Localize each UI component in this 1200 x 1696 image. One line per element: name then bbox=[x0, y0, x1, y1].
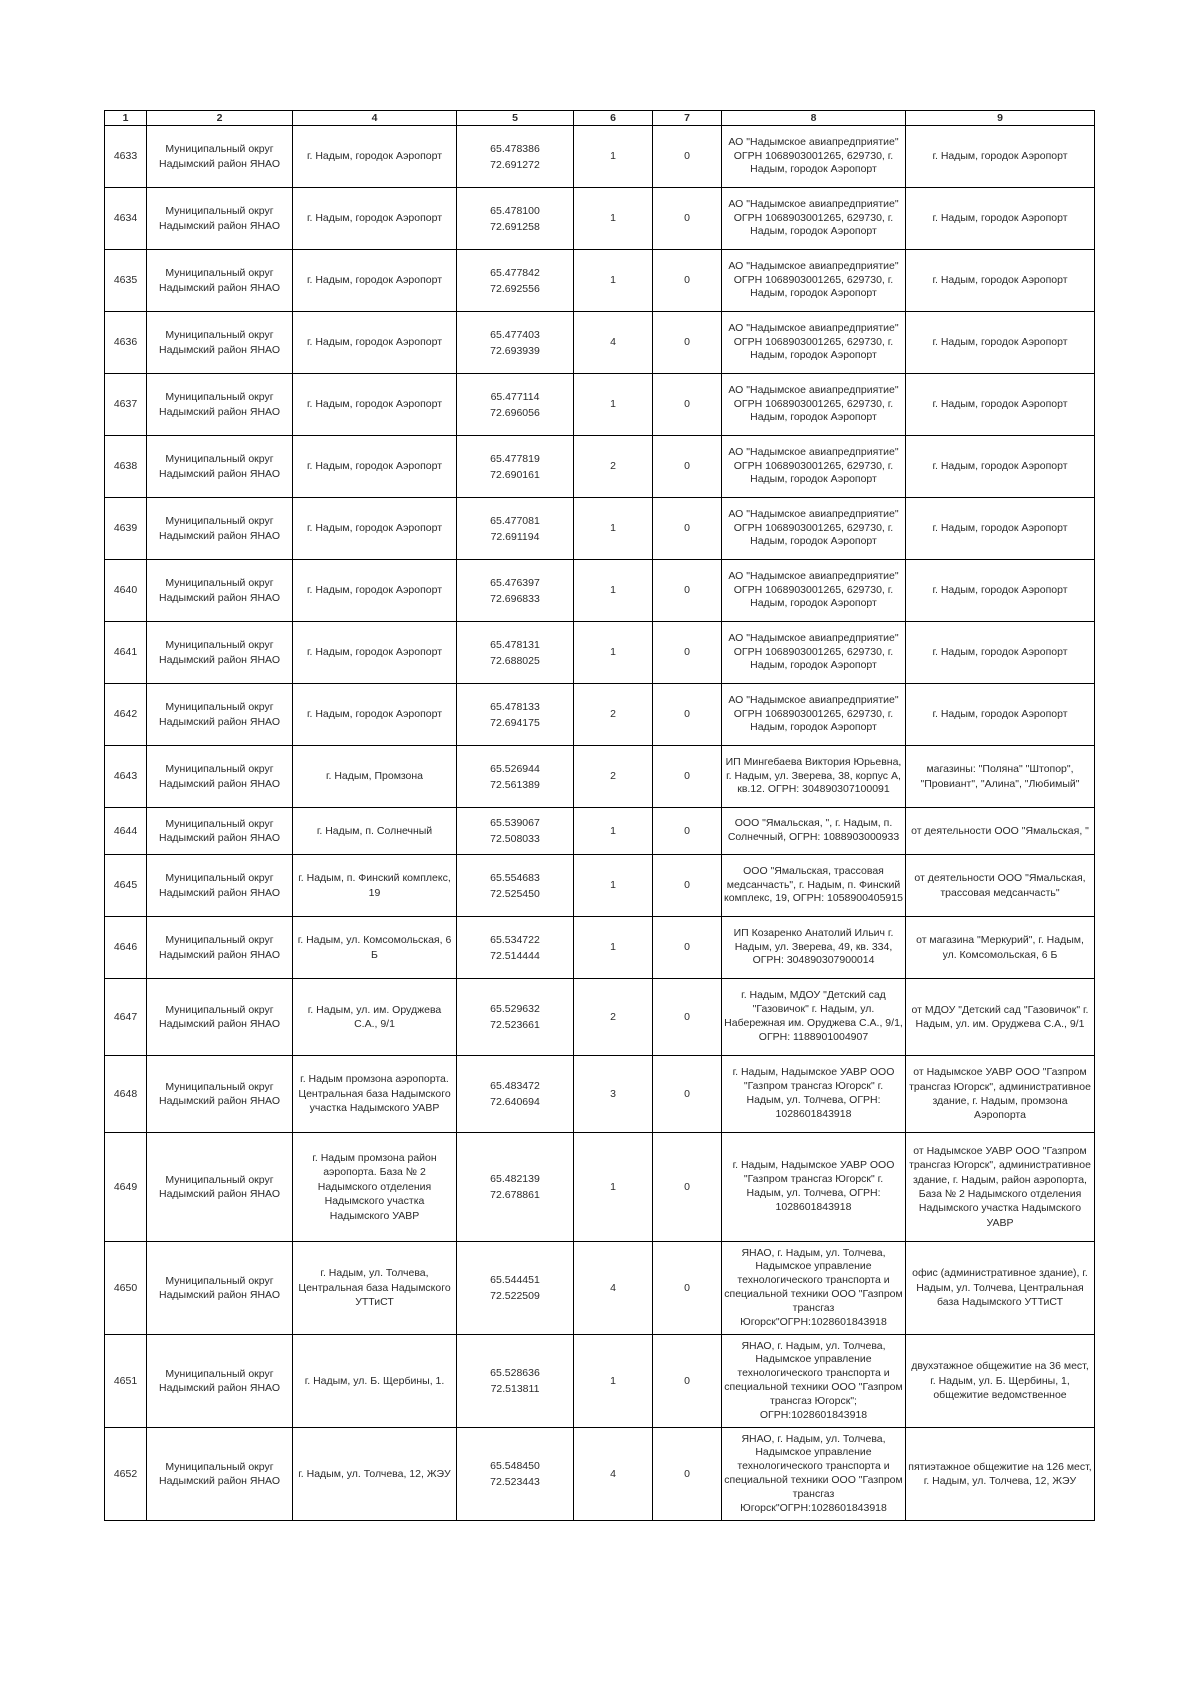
latitude-value: 65.476397 bbox=[490, 576, 540, 589]
cell-coordinates bbox=[457, 436, 574, 498]
cell-number: 4638 bbox=[105, 436, 147, 498]
cell-col7: 0 bbox=[653, 746, 722, 808]
longitude-value: 72.640694 bbox=[490, 1096, 540, 1108]
cell-coordinates bbox=[457, 622, 574, 684]
cell-col7: 0 bbox=[653, 622, 722, 684]
table-body bbox=[105, 126, 1095, 1521]
cell-col7: 0 bbox=[653, 436, 722, 498]
cell-owner: г. Надым, МДОУ "Детский сад "Газовичок" г. Надым, ул. Набережная им. Оруджева С.А., 9/1, ОГРН: 1188901004907 bbox=[722, 979, 906, 1056]
cell-source: от деятельности ООО "Ямальская, " bbox=[906, 808, 1095, 855]
column-header-2: 2 bbox=[147, 111, 293, 126]
cell-col6: 2 bbox=[574, 979, 653, 1056]
cell-col7: 0 bbox=[653, 188, 722, 250]
cell-source: магазины: "Поляна" "Штопор", "Провиант", "Алина", "Любимый" bbox=[906, 746, 1095, 808]
cell-location: г. Надым, городок Аэропорт bbox=[293, 560, 457, 622]
table-row bbox=[105, 560, 1095, 622]
cell-district: Муниципальный округ Надымский район ЯНАО bbox=[147, 746, 293, 808]
cell-location: г. Надым, п. Финский комплекс, 19 bbox=[293, 855, 457, 917]
cell-coordinates bbox=[457, 1242, 574, 1335]
cell-owner: ИП Мингебаева Виктория Юрьевна, г. Надым, ул. Зверева, 38, корпус А, кв.12. ОГРН: 304890307100091 bbox=[722, 746, 906, 808]
cell-location: г. Надым, городок Аэропорт bbox=[293, 684, 457, 746]
table-row bbox=[105, 855, 1095, 917]
cell-col7: 0 bbox=[653, 1335, 722, 1428]
cell-number: 4636 bbox=[105, 312, 147, 374]
cell-col6: 1 bbox=[574, 1133, 653, 1242]
cell-source: г. Надым, городок Аэропорт bbox=[906, 374, 1095, 436]
cell-col6: 4 bbox=[574, 312, 653, 374]
cell-col7: 0 bbox=[653, 917, 722, 979]
cell-owner: ООО "Ямальская, ", г. Надым, п. Солнечный, ОГРН: 1088903000933 bbox=[722, 808, 906, 855]
cell-coordinates bbox=[457, 979, 574, 1056]
registry-table bbox=[104, 110, 1095, 1521]
cell-location: г. Надым, городок Аэропорт bbox=[293, 622, 457, 684]
cell-source: г. Надым, городок Аэропорт bbox=[906, 684, 1095, 746]
column-header-6: 6 bbox=[574, 111, 653, 126]
cell-number: 4649 bbox=[105, 1133, 147, 1242]
cell-owner: АО "Надымское авиапредприятие" ОГРН 1068903001265, 629730, г. Надым, городок Аэропорт bbox=[722, 250, 906, 312]
table-row bbox=[105, 498, 1095, 560]
cell-coordinates bbox=[457, 250, 574, 312]
cell-coordinates bbox=[457, 188, 574, 250]
table-row bbox=[105, 684, 1095, 746]
cell-coordinates bbox=[457, 917, 574, 979]
cell-number: 4647 bbox=[105, 979, 147, 1056]
longitude-value: 72.691272 bbox=[490, 158, 540, 171]
cell-number: 4639 bbox=[105, 498, 147, 560]
cell-location: г. Надым, городок Аэропорт bbox=[293, 436, 457, 498]
cell-owner: АО "Надымское авиапредприятие" ОГРН 1068903001265, 629730, г. Надым, городок Аэропорт bbox=[722, 374, 906, 436]
cell-number: 4645 bbox=[105, 855, 147, 917]
cell-number: 4644 bbox=[105, 808, 147, 855]
cell-col7: 0 bbox=[653, 1242, 722, 1335]
table-row bbox=[105, 1428, 1095, 1521]
longitude-value: 72.691194 bbox=[490, 530, 540, 543]
cell-number: 4643 bbox=[105, 746, 147, 808]
latitude-value: 65.482139 bbox=[490, 1173, 540, 1185]
latitude-value: 65.483472 bbox=[490, 1080, 540, 1092]
cell-number: 4642 bbox=[105, 684, 147, 746]
cell-col6: 1 bbox=[574, 917, 653, 979]
cell-number: 4637 bbox=[105, 374, 147, 436]
cell-source: пятиэтажное общежитие на 126 мест, г. Надым, ул. Толчева, 12, ЖЭУ bbox=[906, 1428, 1095, 1521]
cell-coordinates bbox=[457, 1133, 574, 1242]
cell-col6: 3 bbox=[574, 1056, 653, 1133]
cell-district: Муниципальный округ Надымский район ЯНАО bbox=[147, 250, 293, 312]
table-row bbox=[105, 746, 1095, 808]
cell-coordinates bbox=[457, 1335, 574, 1428]
cell-col7: 0 bbox=[653, 684, 722, 746]
cell-col7: 0 bbox=[653, 374, 722, 436]
cell-owner: АО "Надымское авиапредприятие" ОГРН 1068903001265, 629730, г. Надым, городок Аэропорт bbox=[722, 188, 906, 250]
latitude-value: 65.548450 bbox=[490, 1460, 540, 1472]
cell-col7: 0 bbox=[653, 126, 722, 188]
latitude-value: 65.539067 bbox=[490, 817, 540, 829]
longitude-value: 72.522509 bbox=[490, 1290, 540, 1302]
cell-location: г. Надым промзона аэропорта. Центральная база Надымского участка Надымского УАВР bbox=[293, 1056, 457, 1133]
cell-location: г. Надым промзона район аэропорта. База № 2 Надымского отделения Надымского участка Надымского УАВР bbox=[293, 1133, 457, 1242]
cell-col6: 2 bbox=[574, 684, 653, 746]
latitude-value: 65.477842 bbox=[490, 266, 540, 279]
cell-location: г. Надым, ул. им. Оруджева С.А., 9/1 bbox=[293, 979, 457, 1056]
cell-owner: АО "Надымское авиапредприятие" ОГРН 1068903001265, 629730, г. Надым, городок Аэропорт bbox=[722, 312, 906, 374]
cell-location: г. Надым, п. Солнечный bbox=[293, 808, 457, 855]
cell-coordinates bbox=[457, 374, 574, 436]
cell-source: г. Надым, городок Аэропорт bbox=[906, 250, 1095, 312]
cell-location: г. Надым, ул. Б. Щербины, 1. bbox=[293, 1335, 457, 1428]
cell-source: офис (административное здание), г. Надым, ул. Толчева, Центральная база Надымского УТТиСТ bbox=[906, 1242, 1095, 1335]
longitude-value: 72.525450 bbox=[490, 887, 540, 900]
cell-district: Муниципальный округ Надымский район ЯНАО bbox=[147, 917, 293, 979]
cell-col6: 1 bbox=[574, 560, 653, 622]
cell-number: 4633 bbox=[105, 126, 147, 188]
cell-source: г. Надым, городок Аэропорт bbox=[906, 436, 1095, 498]
cell-coordinates bbox=[457, 808, 574, 855]
cell-col6: 1 bbox=[574, 374, 653, 436]
cell-number: 4646 bbox=[105, 917, 147, 979]
cell-district: Муниципальный округ Надымский район ЯНАО bbox=[147, 1428, 293, 1521]
cell-coordinates bbox=[457, 560, 574, 622]
latitude-value: 65.478100 bbox=[490, 204, 540, 217]
latitude-value: 65.534722 bbox=[490, 933, 540, 946]
column-header-5: 5 bbox=[457, 111, 574, 126]
cell-col6: 1 bbox=[574, 808, 653, 855]
cell-col7: 0 bbox=[653, 560, 722, 622]
table-row bbox=[105, 1056, 1095, 1133]
latitude-value: 65.477081 bbox=[490, 514, 540, 527]
cell-owner: АО "Надымское авиапредприятие" ОГРН 1068903001265, 629730, г. Надым, городок Аэропорт bbox=[722, 622, 906, 684]
cell-col7: 0 bbox=[653, 979, 722, 1056]
cell-coordinates bbox=[457, 684, 574, 746]
cell-col7: 0 bbox=[653, 808, 722, 855]
latitude-value: 65.528636 bbox=[490, 1367, 540, 1379]
latitude-value: 65.526944 bbox=[490, 762, 540, 775]
cell-number: 4650 bbox=[105, 1242, 147, 1335]
cell-col6: 4 bbox=[574, 1428, 653, 1521]
cell-number: 4635 bbox=[105, 250, 147, 312]
cell-owner: АО "Надымское авиапредприятие" ОГРН 1068903001265, 629730, г. Надым, городок Аэропорт bbox=[722, 498, 906, 560]
cell-coordinates bbox=[457, 1056, 574, 1133]
longitude-value: 72.692556 bbox=[490, 282, 540, 295]
cell-owner: ИП Козаренко Анатолий Ильич г. Надым, ул. Зверева, 49, кв. 334, ОГРН: 304890307900014 bbox=[722, 917, 906, 979]
latitude-value: 65.478131 bbox=[490, 638, 540, 651]
cell-number: 4648 bbox=[105, 1056, 147, 1133]
cell-number: 4640 bbox=[105, 560, 147, 622]
header-row bbox=[105, 111, 1095, 126]
longitude-value: 72.523443 bbox=[490, 1476, 540, 1488]
cell-owner: АО "Надымское авиапредприятие" ОГРН 1068903001265, 629730, г. Надым, городок Аэропорт bbox=[722, 436, 906, 498]
cell-col6: 1 bbox=[574, 126, 653, 188]
column-header-7: 7 bbox=[653, 111, 722, 126]
cell-source: г. Надым, городок Аэропорт bbox=[906, 560, 1095, 622]
cell-location: г. Надым, городок Аэропорт bbox=[293, 126, 457, 188]
registry-table-container bbox=[104, 110, 1094, 1521]
cell-source: г. Надым, городок Аэропорт bbox=[906, 126, 1095, 188]
table-row bbox=[105, 1335, 1095, 1428]
table-row bbox=[105, 188, 1095, 250]
table-row bbox=[105, 374, 1095, 436]
latitude-value: 65.478133 bbox=[490, 700, 540, 713]
cell-district: Муниципальный округ Надымский район ЯНАО bbox=[147, 560, 293, 622]
cell-coordinates bbox=[457, 312, 574, 374]
cell-col7: 0 bbox=[653, 250, 722, 312]
cell-district: Муниципальный округ Надымский район ЯНАО bbox=[147, 855, 293, 917]
cell-district: Муниципальный округ Надымский район ЯНАО bbox=[147, 1133, 293, 1242]
table-row bbox=[105, 917, 1095, 979]
cell-col6: 1 bbox=[574, 622, 653, 684]
longitude-value: 72.561389 bbox=[490, 778, 540, 791]
cell-col7: 0 bbox=[653, 855, 722, 917]
table-row bbox=[105, 126, 1095, 188]
longitude-value: 72.508033 bbox=[490, 833, 540, 845]
cell-col6: 1 bbox=[574, 855, 653, 917]
cell-owner: АО "Надымское авиапредприятие" ОГРН 1068903001265, 629730, г. Надым, городок Аэропорт bbox=[722, 126, 906, 188]
table-row bbox=[105, 808, 1095, 855]
cell-coordinates bbox=[457, 126, 574, 188]
cell-district: Муниципальный округ Надымский район ЯНАО bbox=[147, 1335, 293, 1428]
table-row bbox=[105, 436, 1095, 498]
cell-location: г. Надым, городок Аэропорт bbox=[293, 312, 457, 374]
column-header-1: 1 bbox=[105, 111, 147, 126]
cell-col6: 2 bbox=[574, 746, 653, 808]
cell-owner: ООО "Ямальская, трассовая медсанчасть", г. Надым, п. Финский комплекс, 19, ОГРН: 1058900405915 bbox=[722, 855, 906, 917]
latitude-value: 65.477819 bbox=[490, 452, 540, 465]
cell-district: Муниципальный округ Надымский район ЯНАО bbox=[147, 436, 293, 498]
table-row bbox=[105, 1242, 1095, 1335]
cell-district: Муниципальный округ Надымский район ЯНАО bbox=[147, 374, 293, 436]
longitude-value: 72.696833 bbox=[490, 592, 540, 605]
cell-number: 4652 bbox=[105, 1428, 147, 1521]
longitude-value: 72.691258 bbox=[490, 220, 540, 233]
cell-source: от МДОУ "Детский сад "Газовичок" г. Надым, ул. им. Оруджева С.А., 9/1 bbox=[906, 979, 1095, 1056]
cell-source: г. Надым, городок Аэропорт bbox=[906, 622, 1095, 684]
latitude-value: 65.477403 bbox=[490, 328, 540, 341]
cell-location: г. Надым, ул. Толчева, Центральная база Надымского УТТиСТ bbox=[293, 1242, 457, 1335]
table-row bbox=[105, 1133, 1095, 1242]
cell-col6: 2 bbox=[574, 436, 653, 498]
cell-source: г. Надым, городок Аэропорт bbox=[906, 312, 1095, 374]
cell-coordinates bbox=[457, 498, 574, 560]
cell-col6: 4 bbox=[574, 1242, 653, 1335]
latitude-value: 65.477114 bbox=[490, 390, 540, 403]
cell-source: от деятельности ООО "Ямальская, трассовая медсанчасть" bbox=[906, 855, 1095, 917]
cell-col6: 1 bbox=[574, 1335, 653, 1428]
latitude-value: 65.554683 bbox=[490, 871, 540, 884]
cell-district: Муниципальный округ Надымский район ЯНАО bbox=[147, 312, 293, 374]
cell-source: г. Надым, городок Аэропорт bbox=[906, 188, 1095, 250]
cell-coordinates bbox=[457, 1428, 574, 1521]
longitude-value: 72.523661 bbox=[490, 1019, 540, 1031]
longitude-value: 72.678861 bbox=[490, 1189, 540, 1201]
cell-col6: 1 bbox=[574, 250, 653, 312]
longitude-value: 72.694175 bbox=[490, 716, 540, 729]
cell-coordinates bbox=[457, 855, 574, 917]
cell-district: Муниципальный округ Надымский район ЯНАО bbox=[147, 808, 293, 855]
longitude-value: 72.690161 bbox=[490, 468, 540, 481]
cell-owner: ЯНАО, г. Надым, ул. Толчева, Надымское управление технологического транспорта и специальной техники ООО "Газпром трансгаз Югорск"ОГРН:1028601843918 bbox=[722, 1242, 906, 1335]
cell-owner: г. Надым, Надымское УАВР ООО "Газпром трансгаз Югорск" г. Надым, ул. Толчева, ОГРН: 1028601843918 bbox=[722, 1133, 906, 1242]
cell-district: Муниципальный округ Надымский район ЯНАО bbox=[147, 498, 293, 560]
cell-col7: 0 bbox=[653, 1133, 722, 1242]
cell-district: Муниципальный округ Надымский район ЯНАО bbox=[147, 622, 293, 684]
cell-district: Муниципальный округ Надымский район ЯНАО bbox=[147, 188, 293, 250]
longitude-value: 72.514444 bbox=[490, 949, 540, 962]
cell-owner: АО "Надымское авиапредприятие" ОГРН 1068903001265, 629730, г. Надым, городок Аэропорт bbox=[722, 560, 906, 622]
table-row bbox=[105, 250, 1095, 312]
table-row bbox=[105, 622, 1095, 684]
latitude-value: 65.544451 bbox=[490, 1274, 540, 1286]
cell-col7: 0 bbox=[653, 498, 722, 560]
table-row bbox=[105, 979, 1095, 1056]
longitude-value: 72.696056 bbox=[490, 406, 540, 419]
latitude-value: 65.529632 bbox=[490, 1003, 540, 1015]
table-row bbox=[105, 312, 1095, 374]
cell-location: г. Надым, Промзона bbox=[293, 746, 457, 808]
cell-owner: АО "Надымское авиапредприятие" ОГРН 1068903001265, 629730, г. Надым, городок Аэропорт bbox=[722, 684, 906, 746]
cell-col6: 1 bbox=[574, 188, 653, 250]
cell-location: г. Надым, ул. Комсомольская, 6 Б bbox=[293, 917, 457, 979]
cell-coordinates bbox=[457, 746, 574, 808]
cell-location: г. Надым, городок Аэропорт bbox=[293, 188, 457, 250]
cell-location: г. Надым, городок Аэропорт bbox=[293, 250, 457, 312]
cell-source: г. Надым, городок Аэропорт bbox=[906, 498, 1095, 560]
cell-district: Муниципальный округ Надымский район ЯНАО bbox=[147, 1242, 293, 1335]
column-header-9: 9 bbox=[906, 111, 1095, 126]
cell-source: двухэтажное общежитие на 36 мест, г. Надым, ул. Б. Щербины, 1, общежитие ведомственное bbox=[906, 1335, 1095, 1428]
longitude-value: 72.513811 bbox=[490, 1383, 540, 1395]
cell-source: от Надымское УАВР ООО "Газпром трансгаз Югорск", административное здание, г. Надым, район аэропорта, База № 2 Надымского отделения Надымского участка Надымского УАВР bbox=[906, 1133, 1095, 1242]
cell-col7: 0 bbox=[653, 1056, 722, 1133]
longitude-value: 72.693939 bbox=[490, 344, 540, 357]
column-header-8: 8 bbox=[722, 111, 906, 126]
cell-source: от магазина "Меркурий", г. Надым, ул. Комсомольская, 6 Б bbox=[906, 917, 1095, 979]
cell-number: 4651 bbox=[105, 1335, 147, 1428]
longitude-value: 72.688025 bbox=[490, 654, 540, 667]
cell-district: Муниципальный округ Надымский район ЯНАО bbox=[147, 126, 293, 188]
cell-location: г. Надым, городок Аэропорт bbox=[293, 374, 457, 436]
latitude-value: 65.478386 bbox=[490, 142, 540, 155]
cell-owner: г. Надым, Надымское УАВР ООО "Газпром трансгаз Югорск" г. Надым, ул. Толчева, ОГРН: 1028601843918 bbox=[722, 1056, 906, 1133]
column-header-4: 4 bbox=[293, 111, 457, 126]
cell-district: Муниципальный округ Надымский район ЯНАО bbox=[147, 684, 293, 746]
cell-col7: 0 bbox=[653, 312, 722, 374]
cell-col7: 0 bbox=[653, 1428, 722, 1521]
cell-number: 4634 bbox=[105, 188, 147, 250]
cell-location: г. Надым, ул. Толчева, 12, ЖЭУ bbox=[293, 1428, 457, 1521]
cell-owner: ЯНАО, г. Надым, ул. Толчева, Надымское управление технологического транспорта и специальной техники ООО "Газпром трансгаз Югорск"; ОГРН:1028601843918 bbox=[722, 1335, 906, 1428]
cell-owner: ЯНАО, г. Надым, ул. Толчева, Надымское управление технологического транспорта и специальной техники ООО "Газпром трансгаз Югорск"ОГРН:1028601843918 bbox=[722, 1428, 906, 1521]
cell-district: Муниципальный округ Надымский район ЯНАО bbox=[147, 979, 293, 1056]
cell-district: Муниципальный округ Надымский район ЯНАО bbox=[147, 1056, 293, 1133]
cell-location: г. Надым, городок Аэропорт bbox=[293, 498, 457, 560]
cell-source: от Надымское УАВР ООО "Газпром трансгаз Югорск", административное здание, г. Надым, промзона Аэропорта bbox=[906, 1056, 1095, 1133]
cell-number: 4641 bbox=[105, 622, 147, 684]
cell-col6: 1 bbox=[574, 498, 653, 560]
